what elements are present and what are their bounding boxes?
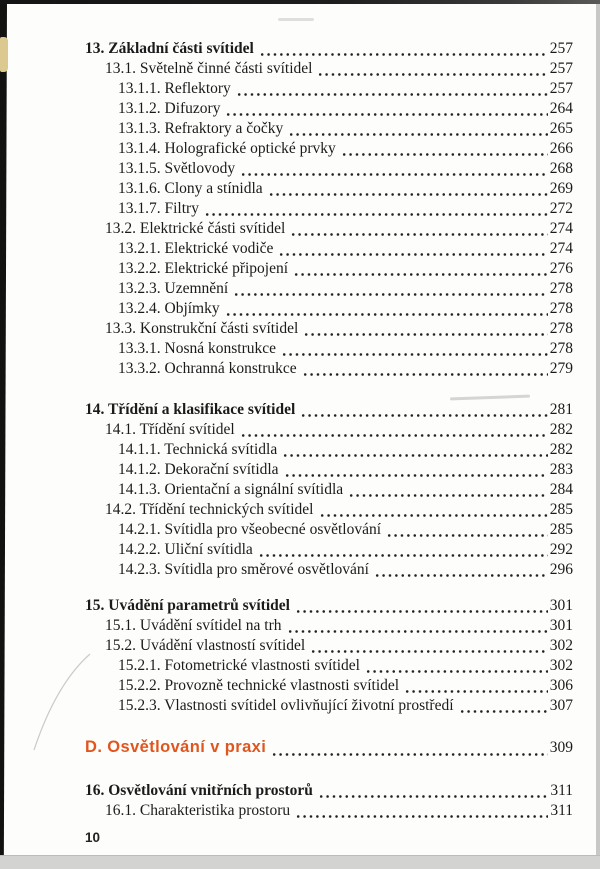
toc-entry: [85, 219, 573, 239]
toc-entry: [85, 781, 573, 801]
toc-entry-label: 13.3. Konstrukční části svítidel: [105, 320, 299, 337]
dot-leader: [270, 736, 548, 759]
toc-entry-page: 284: [549, 481, 573, 498]
toc-entry-page: 302: [549, 637, 573, 654]
toc-entry-label: 14.1.2. Dekorační svítidla: [118, 461, 279, 478]
dot-leader: [258, 39, 548, 59]
dot-leader: [292, 259, 548, 279]
chapter-14: [85, 400, 573, 580]
toc-entry-page: 257: [549, 60, 573, 77]
toc-entry-label: 14.2.3. Svítidla pro směrové osvětlování: [118, 561, 369, 578]
toc-entry: [85, 616, 573, 636]
dot-leader: [235, 79, 548, 99]
toc-entry-label: 14.1.3. Orientační a signální svítidla: [118, 481, 344, 498]
dot-leader: [257, 540, 548, 560]
toc-entry: [85, 39, 573, 59]
toc-entry: [85, 359, 573, 379]
toc-entry-page: 307: [549, 697, 573, 714]
toc-entry-page: 269: [549, 180, 573, 197]
toc-entry-label: 14. Třídění a klasifikace svítidel: [85, 401, 296, 418]
toc-entry-page: 279: [549, 360, 573, 377]
toc-entry-label: 14.1.1. Technická svítidla: [118, 441, 278, 458]
toc-entry-label: 13.2.1. Elektrické vodiče: [118, 240, 274, 257]
toc-entry-label: 13.2.2. Elektrické připojení: [118, 260, 289, 277]
dot-leader: [294, 801, 548, 821]
dot-leader: [277, 239, 547, 259]
toc-entry: [85, 99, 573, 119]
toc-entry-label: D. Osvětlování v praxi: [85, 738, 267, 756]
toc-entry: [85, 159, 573, 179]
dot-leader: [458, 696, 548, 716]
toc-entry-label: 13. Základní části svítidel: [85, 40, 254, 57]
dot-leader: [317, 781, 548, 801]
dot-leader: [267, 179, 548, 199]
toc-entry-page: 285: [549, 501, 573, 518]
toc-entry-page: 282: [549, 421, 573, 438]
dot-leader: [283, 460, 548, 480]
toc-entry: [85, 736, 573, 759]
dot-leader: [294, 596, 548, 616]
toc-entry-label: 14.2. Třídění technických svítidel: [105, 501, 314, 518]
toc-entry-page: 265: [549, 120, 573, 137]
toc-entry: [85, 139, 573, 159]
dot-leader: [224, 99, 547, 119]
toc-entry-label: 13.1.6. Clony a stínidla: [118, 180, 263, 197]
toc-entry-page: 268: [549, 160, 573, 177]
toc-entry: [85, 239, 573, 259]
toc-entry-label: 13.1.7. Filtry: [118, 200, 199, 217]
toc-entry-page: 281: [549, 401, 573, 418]
dot-leader: [299, 400, 547, 420]
toc-entry-page: 292: [549, 541, 573, 558]
chapter-13: [85, 39, 573, 379]
dot-leader: [224, 299, 548, 319]
toc-entry-page: 278: [549, 280, 573, 297]
toc-entry-page: 282: [549, 441, 573, 458]
scan-smudge: [278, 18, 314, 21]
toc-entry-page: 285: [549, 521, 573, 538]
toc-entry-label: 14.2.1. Svítidla pro všeobecné osvětlování: [118, 521, 382, 538]
toc-entry: [85, 59, 573, 79]
crease-artifact: [28, 648, 98, 756]
toc-entry-label: 15.2. Uvádění vlastností svítidel: [105, 637, 306, 654]
page-number: 10: [85, 830, 101, 845]
toc-entry-page: 311: [550, 782, 573, 799]
toc-entry: [85, 696, 573, 716]
toc-entry-page: 311: [550, 802, 573, 819]
toc-entry-page: 306: [549, 677, 573, 694]
dot-leader: [286, 616, 548, 636]
toc-entry-label: 13.1.3. Refraktory a čočky: [118, 120, 284, 137]
toc-entry-label: 14.1. Třídění svítidel: [105, 421, 235, 438]
toc-entry-page: 264: [549, 100, 573, 117]
toc-entry: [85, 520, 573, 540]
toc-entry: [85, 259, 573, 279]
toc-entry: [85, 199, 573, 219]
toc-entry-label: 13.2.4. Objímky: [118, 300, 220, 317]
scan-edge-bottom: [0, 855, 600, 869]
toc-entry-label: 13.2. Elektrické části svítidel: [105, 220, 286, 237]
toc-entry: [85, 460, 573, 480]
toc-entry-label: 15.2.2. Provozně technické vlastnosti svítidel: [118, 677, 400, 694]
dot-leader: [340, 139, 548, 159]
dot-leader: [309, 636, 548, 656]
dot-leader: [373, 560, 548, 580]
toc-entry: [85, 179, 573, 199]
tape-mark: [0, 37, 8, 72]
toc-entry-page: 274: [549, 220, 573, 237]
toc-entry-page: 278: [549, 340, 573, 357]
toc-entry-label: 13.1. Světelně činné části svítidel: [105, 60, 313, 77]
toc-entry-page: 278: [549, 300, 573, 317]
chapter-15: [85, 596, 573, 716]
toc-entry: [85, 319, 573, 339]
dot-leader: [232, 279, 548, 299]
scan-edge-left: [0, 0, 7, 857]
toc-entry: [85, 440, 573, 460]
dot-leader: [281, 440, 548, 460]
toc-entry-page: 302: [549, 657, 573, 674]
toc-entry: [85, 420, 573, 440]
dot-leader: [289, 219, 547, 239]
toc-entry: [85, 339, 573, 359]
toc-entry: [85, 119, 573, 139]
dot-leader: [385, 520, 548, 540]
toc-entry: [85, 480, 573, 500]
dot-leader: [316, 59, 547, 79]
toc-entry-label: 13.1.2. Difuzory: [118, 100, 221, 117]
toc-entry-page: 309: [549, 739, 573, 756]
scan-edge-right: [596, 0, 600, 869]
toc-entry: [85, 279, 573, 299]
toc-entry-label: 13.3.1. Nosná konstrukce: [118, 340, 276, 357]
toc-entry: [85, 560, 573, 580]
toc-entry-label: 15.1. Uvádění svítidel na trh: [105, 617, 282, 634]
toc-entry-page: 296: [549, 561, 573, 578]
toc-entry: [85, 400, 573, 420]
dot-leader: [287, 119, 547, 139]
dot-leader: [239, 159, 548, 179]
toc-entry-page: 283: [549, 461, 573, 478]
toc-entry: [85, 79, 573, 99]
scan-edge-top: [0, 0, 600, 4]
part-d: [85, 736, 573, 759]
toc-entry-label: 13.1.1. Reflektory: [118, 80, 231, 97]
toc-entry-page: 301: [549, 597, 573, 614]
toc-entry: [85, 636, 573, 656]
dot-leader: [203, 199, 548, 219]
toc-entry-page: 274: [549, 240, 573, 257]
dot-leader: [318, 500, 548, 520]
table-of-contents: [85, 39, 573, 821]
toc-entry-label: 14.2.2. Uliční svítidla: [118, 541, 253, 558]
toc-entry: [85, 500, 573, 520]
dot-leader: [301, 359, 548, 379]
toc-entry-page: 266: [549, 140, 573, 157]
toc-entry-label: 13.1.5. Světlovody: [118, 160, 236, 177]
toc-entry-label: 16.1. Charakteristika prostoru: [105, 802, 291, 819]
dot-leader: [302, 319, 547, 339]
dot-leader: [347, 480, 548, 500]
toc-entry: [85, 801, 573, 821]
toc-entry-label: 13.1.4. Holografické optické prvky: [118, 140, 336, 157]
toc-entry: [85, 299, 573, 319]
toc-entry: [85, 540, 573, 560]
toc-entry: [85, 596, 573, 616]
toc-entry: [85, 656, 573, 676]
toc-entry-label: 15.2.1. Fotometrické vlastnosti svítidel: [118, 657, 360, 674]
toc-entry-page: 278: [549, 320, 573, 337]
toc-entry-label: 13.3.2. Ochranná konstrukce: [118, 360, 297, 377]
toc-entry-label: 16. Osvětlování vnitřních prostorů: [85, 782, 313, 799]
dot-leader: [280, 339, 548, 359]
toc-entry-label: 15. Uvádění parametrů svítidel: [85, 597, 290, 614]
dot-leader: [364, 656, 548, 676]
dot-leader: [403, 676, 548, 696]
toc-entry: [85, 676, 573, 696]
toc-entry-page: 272: [549, 200, 573, 217]
toc-entry-page: 276: [549, 260, 573, 277]
dot-leader: [239, 420, 548, 440]
toc-entry-label: 15.2.3. Vlastnosti svítidel ovlivňující životní prostředí: [118, 697, 454, 714]
toc-entry-page: 301: [549, 617, 573, 634]
toc-entry-page: 257: [549, 40, 573, 57]
chapter-16: [85, 781, 573, 821]
toc-entry-label: 13.2.3. Uzemnění: [118, 280, 229, 297]
toc-entry-page: 257: [549, 80, 573, 97]
